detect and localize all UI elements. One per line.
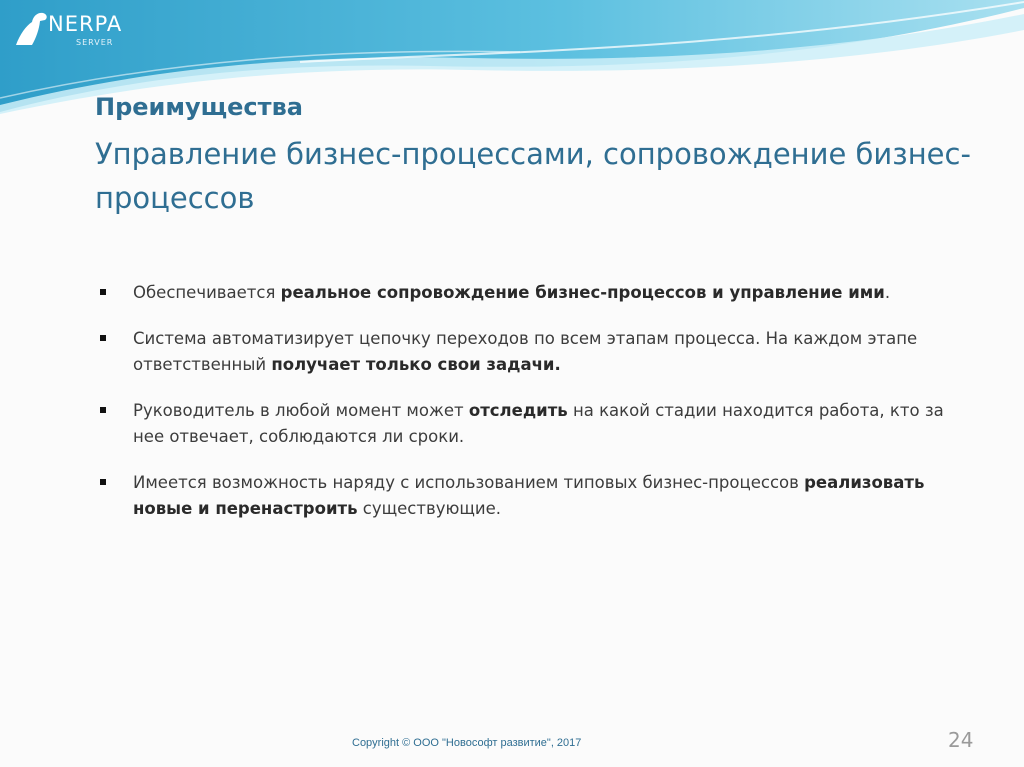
logo xyxy=(12,8,162,50)
logo-name: NERPA xyxy=(48,12,123,36)
bullet-text: Имеется возможность наряду с использованием типовых бизнес-процессов реализовать новые и перенастроить существующие. xyxy=(133,473,925,518)
page-number: 24 xyxy=(948,728,974,752)
logo-subtitle: SERVER xyxy=(76,38,114,47)
square-bullet-icon xyxy=(100,289,106,295)
bullet-item xyxy=(98,470,978,522)
square-bullet-icon xyxy=(100,479,106,485)
slide-title: Преимущества xyxy=(95,93,303,121)
bullet-list xyxy=(98,280,978,542)
footer-copyright: Copyright © ООО "Новософт развитие", 2017 xyxy=(352,737,582,749)
bullet-text: Обеспечивается реальное сопровождение бизнес-процессов и управление ими. xyxy=(133,283,891,302)
bullet-item xyxy=(98,280,978,306)
bullet-text: Система автоматизирует цепочку переходов по всем этапам процесса. На каждом этапе ответственный получает только свои задачи. xyxy=(133,329,918,374)
bullet-item xyxy=(98,326,978,378)
square-bullet-icon xyxy=(100,335,106,341)
square-bullet-icon xyxy=(100,407,106,413)
seal-logo-icon xyxy=(12,8,52,50)
slide-subtitle: Управление бизнес-процессами, сопровождение бизнес-процессов xyxy=(95,137,971,215)
bullet-text: Руководитель в любой момент может отследить на какой стадии находится работа, кто за нее отвечает, соблюдаются ли сроки. xyxy=(133,401,944,446)
bullet-item xyxy=(98,398,978,450)
